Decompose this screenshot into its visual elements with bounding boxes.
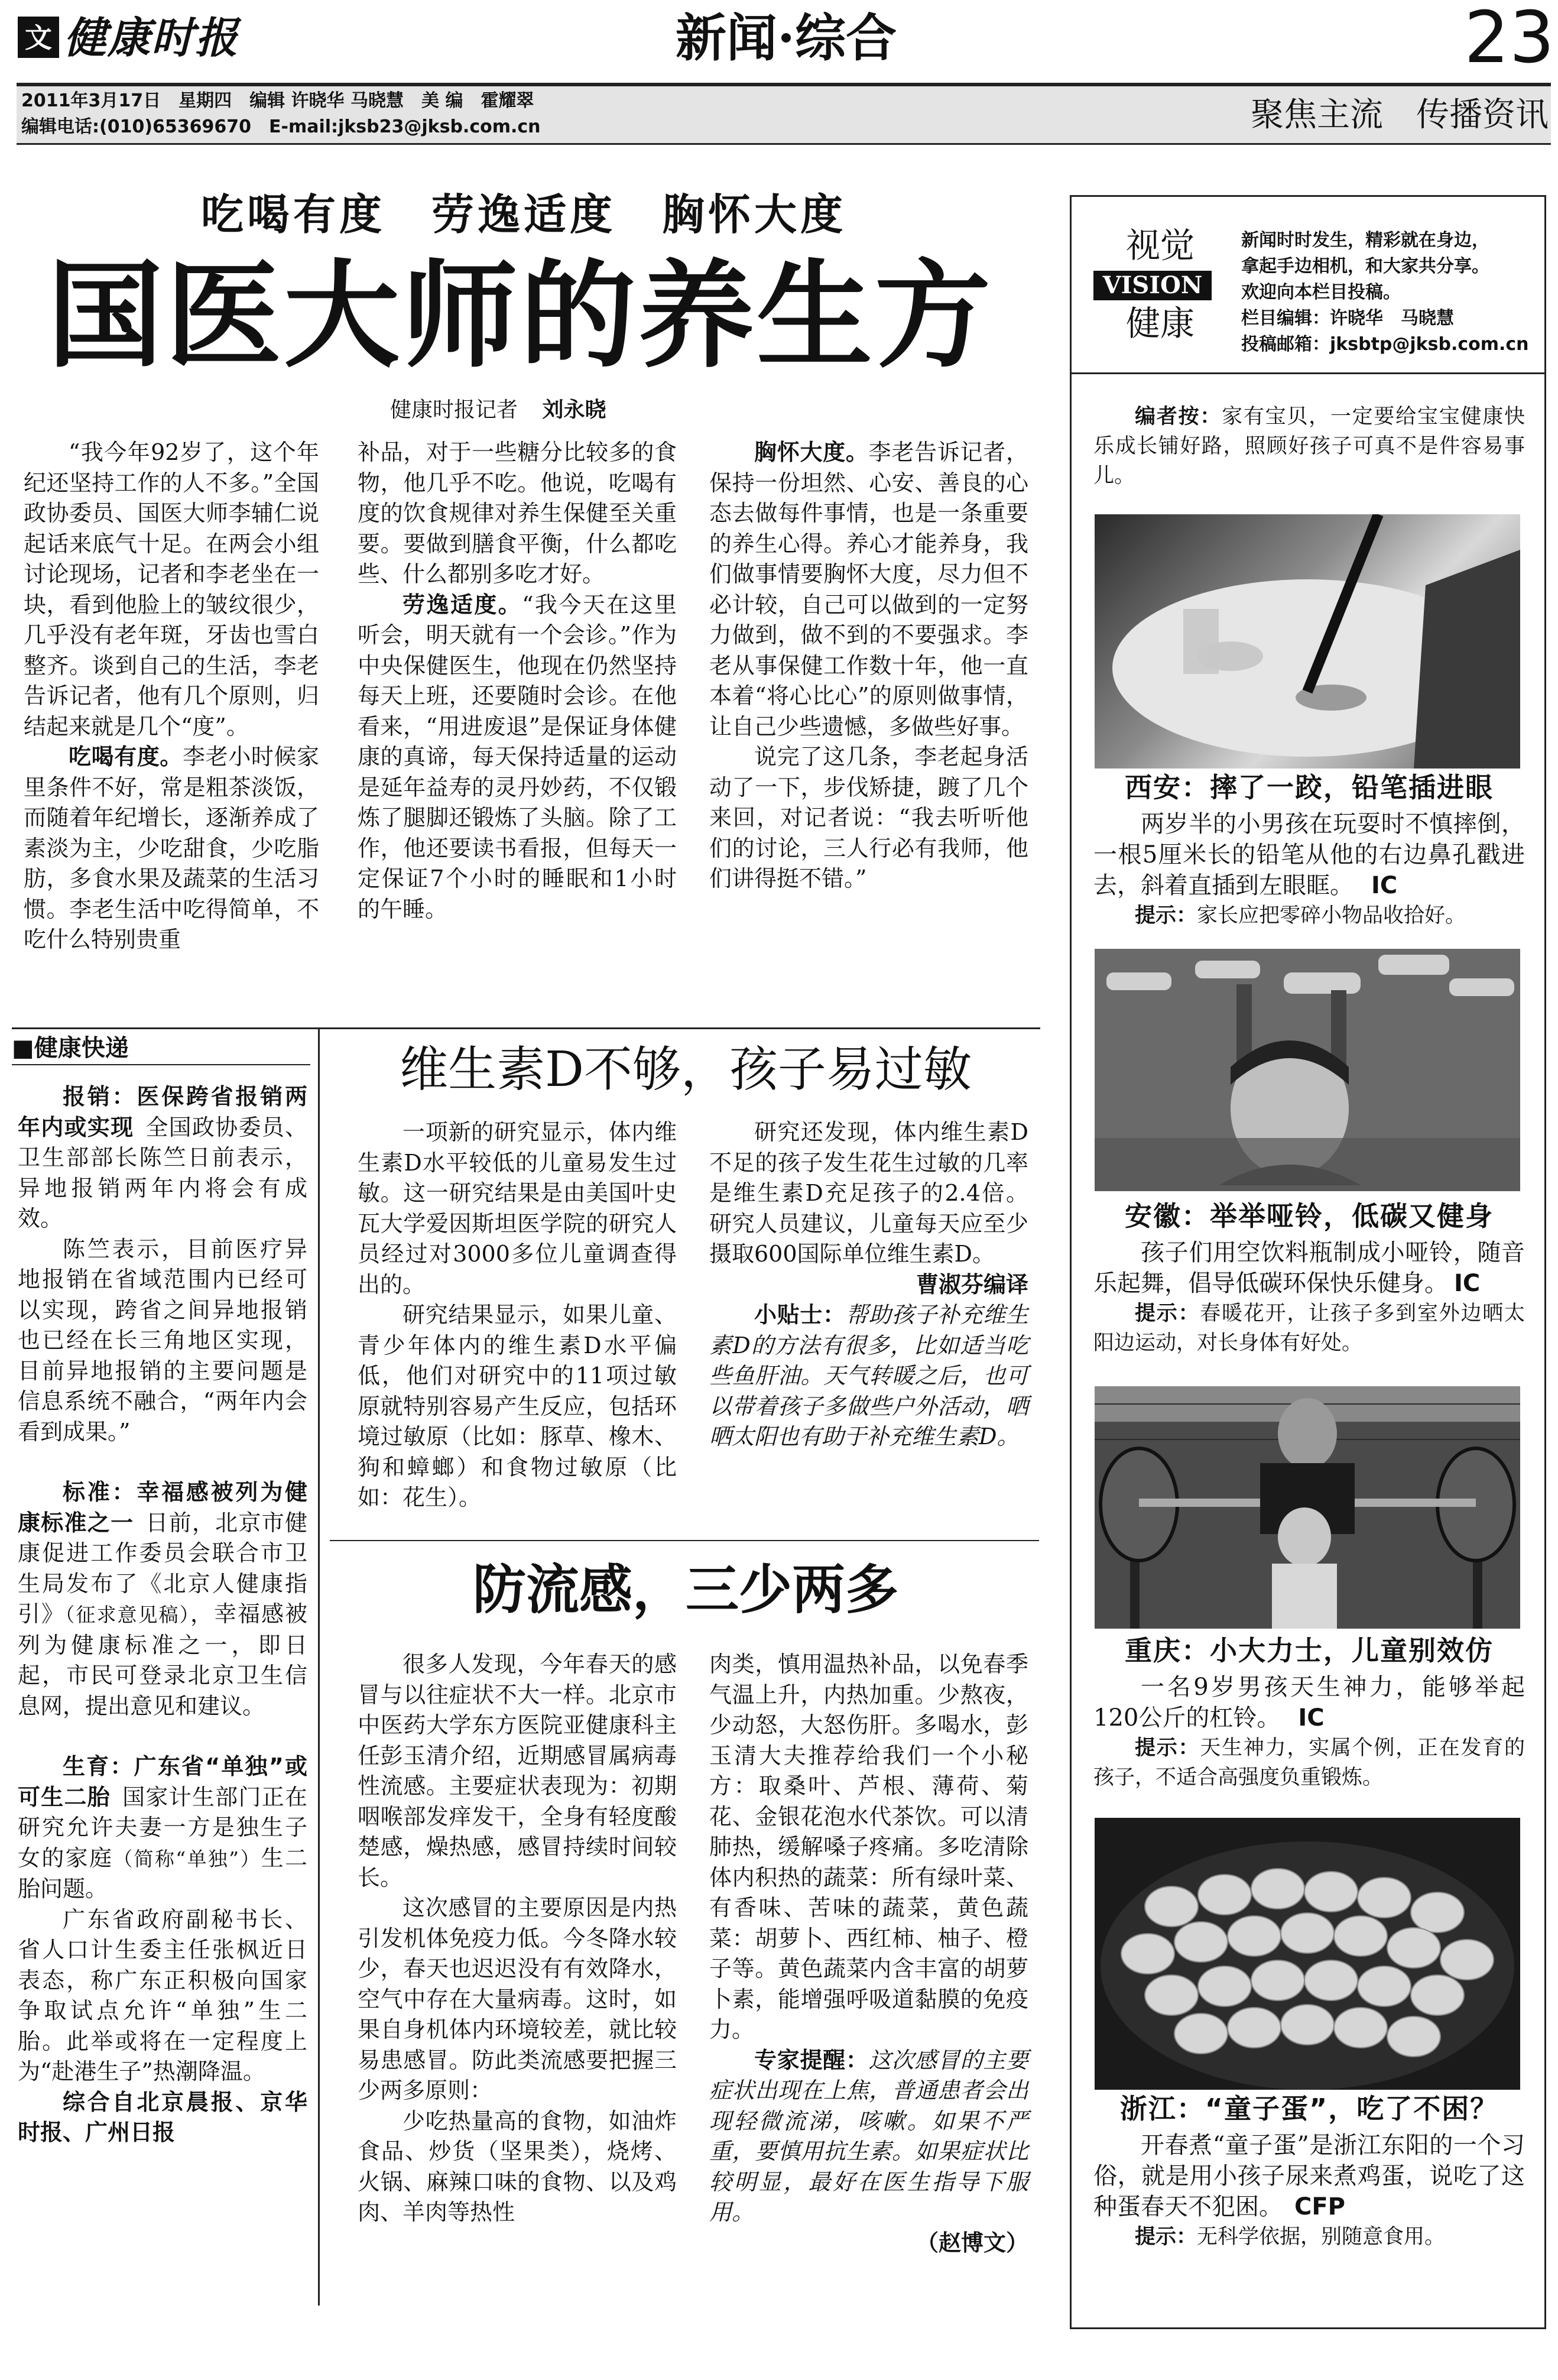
slogan: 聚焦主流 传播资讯 — [1251, 96, 1549, 134]
main-col2-p1: 补品，对于一些糖分比较多的食物，他几乎不吃。他说，吃喝有度的饮食规律对养生保健至关重要。要做到膳食平衡，什么都吃些、什么都别多吃才好。 — [358, 439, 677, 587]
lead-laoyi: 劳逸适度。 — [403, 591, 522, 618]
masthead-bottom-rule — [17, 143, 1551, 145]
main-col-3 — [709, 437, 1028, 894]
sidebar-logo-bottom: 健康 — [1126, 303, 1195, 343]
health-express-title: ■健康快递 — [12, 1035, 129, 1062]
sidebar-item-2-tip: 提示：春暖花开，让孩子多到室外边晒太阳边运动，对长身体有好处。 — [1093, 1302, 1525, 1355]
flu-col-2 — [709, 1649, 1028, 2258]
editor-note-lead: 编者按： — [1135, 405, 1222, 429]
byline-name: 刘永晓 — [542, 398, 606, 422]
dateline: 2011年3月17日 星期四 编辑 许晓华 马晓慧 美 编 霍耀翠 — [21, 90, 534, 111]
vitamin-col-2 — [709, 1117, 1028, 1452]
sidebar-item-3-title: 重庆：小大力士，儿童别效仿 — [1125, 1635, 1494, 1666]
express-item3: 生育：广东省“单独”或可生二胎 国家计生部门正在研究允许夫妻一方是独生子女的家庭（简称“单独”）生二胎问题。 — [18, 1753, 307, 1902]
sidebar-item-2 — [1093, 1197, 1525, 1358]
section-title: 新闻·综合 — [676, 8, 897, 68]
sidebar-item-3 — [1093, 1632, 1525, 1792]
express-item2: 标准：幸福感被列为健康标准之一 日前，北京市健康促进工作委员会联合市卫生局发布了《北京人健康指引》（征求意见稿），幸福感被列为健康标准之一，即日起，市民可登录北京卫生信息网，提出意见和建议。 — [18, 1479, 307, 1719]
sidebar-logo-mid: VISION — [1102, 271, 1203, 299]
divider-horizontal — [12, 1027, 1040, 1029]
vitamin-tip-lead: 小贴士： — [754, 1302, 846, 1328]
sidebar-item-4-title: 浙江：“童子蛋”，吃了不困？ — [1119, 2093, 1499, 2125]
vitamin-headline: 维生素D不够，孩子易过敏 — [400, 1042, 972, 1098]
photo-weightlifting-boy — [1095, 1386, 1520, 1629]
sidebar-item-1-title: 西安：摔了一跤，铅笔插进眼 — [1125, 771, 1494, 803]
sidebar-item-1 — [1093, 769, 1525, 930]
sidebar-item-3-tip: 提示：天生神力，实属个例，正在发育的孩子，不适合高强度负重锻炼。 — [1093, 1736, 1525, 1789]
divider-vertical — [318, 1029, 320, 2306]
byline-label: 健康时报记者 — [390, 398, 518, 422]
sidebar-item-1-tip: 提示：家长应把零碎小物品收拾好。 — [1135, 904, 1466, 928]
flu-col1-p3: 少吃热量高的食物，如油炸食品、炒货（坚果类），烧烤、火锅、麻辣口味的食物、以及鸡肉、羊肉等热性 — [358, 2107, 677, 2225]
sidebar-logo-top: 视觉 — [1126, 225, 1195, 265]
health-express-body — [18, 1082, 307, 2148]
headline: 国医大师的养生方 — [47, 249, 994, 384]
flu-author: （赵博文） — [916, 2229, 1028, 2256]
photo-pencil-child — [1095, 514, 1520, 769]
express-source: 综合自北京晨报、京华时报、广州日报 — [18, 2089, 307, 2145]
flu-col1-p2: 这次感冒的主要原因是内热引发机体免疫力低。今冬降水较少，春天也迟迟没有有效降水，空气中存在大量病毒。这时，如果自身机体内环境较差，就比较易患感冒。防此类流感要把握三少两多原则： — [358, 1895, 677, 2103]
express-item3-lead: 生育：广东省“单独”或可生二胎 — [18, 1753, 307, 1810]
flu-headline: 防流感，三少两多 — [473, 1559, 898, 1621]
sidebar-item-4 — [1093, 2090, 1525, 2252]
vitamin-col2-p1: 研究还发现，体内维生素D不足的孩子发生花生过敏的几率是维生素D充足孩子的2.4倍。研究人员建议，儿童每天应至少摄取600国际单位维生素D。 — [709, 1119, 1028, 1267]
vitamin-col-1 — [358, 1117, 677, 1513]
flu-col1-p1: 很多人发现，今年春天的感冒与以往症状不大一样。北京市中医药大学东方医院亚健康科主任彭玉清介绍，近期感冒属病毒性流感。主要症状表现为：初期咽喉部发痒发干，全身有轻度酸楚感，燥热感，感冒持续时间较长。 — [358, 1651, 677, 1891]
main-col1-p2: 吃喝有度。李老小时候家里条件不好，常是粗茶淡饭，而随着年纪增长，逐渐养成了素淡为主，少吃甜食，少吃脂肪，多食水果及蔬菜的生活习惯。李老生活中吃得简单，不吃什么特别贵重 — [24, 744, 319, 952]
lead-chihe: 吃喝有度。 — [69, 744, 183, 770]
kicker: 吃喝有度 劳逸适度 胸怀大度 — [201, 190, 847, 239]
main-col1-p1: “我今年92岁了，这个年纪还坚持工作的人不多。”全国政协委员、国医大师李辅仁说起话来底气十足。在两会小组讨论现场，记者和李老坐在一块，看到他脸上的皱纹很少，几乎没有老年斑，牙齿也雪白整齐。谈到自己的生活，李老告诉记者，他有几个原则，归结起来就是几个“度”。 — [24, 439, 319, 740]
photo-bottle-dumbbells — [1095, 949, 1520, 1191]
express-item1-p2: 陈竺表示，目前医疗异地报销在省域范围内已经可以实现，跨省之间异地报销也已经在长三角地区实现，目前异地报销的主要问题是信息系统不融合，“两年内会看到成果。” — [18, 1236, 307, 1445]
main-col3-p2: 说完了这几条，李老起身活动了一下，步伐矫捷，踱了几个来回，对记者说：“我去听听他们的讨论，三人行必有我师，他们讲得挺不错。” — [709, 744, 1028, 891]
divider-vitamin-flu — [330, 1540, 1039, 1541]
sidebar-item-3-body: 一名9岁男孩天生神力，能够举起120公斤的杠铃。 IC — [1093, 1674, 1525, 1732]
main-col3-p1: 胸怀大度。李老告诉记者，保持一份坦然、心安、善良的心态去做每件事情，也是一条重要的养生心得。养心才能养身，我们做事情要胸怀大度，尽力但不必计较，自己可以做到的一定努力做到，做不到的不要强求。李老从事保健工作数十年，他一直本着“将心比心”的原则做事情，让自己少些遗憾，多做些好事。 — [709, 439, 1028, 740]
express-item1-lead: 报销：医保跨省报销两年内或实现 — [18, 1084, 307, 1140]
lead-xionghuai: 胸怀大度。 — [754, 439, 869, 465]
svg-text:文: 文 — [25, 22, 52, 54]
byline — [390, 395, 606, 426]
logo-icon — [18, 17, 59, 58]
flu-col2-p1: 肉类，慎用温热补品，以免春季气温上升，内热加重。少熬夜，少动怒，大怒伤肝。多喝水，彭玉清大夫推荐给我们一个小秘方：取桑叶、芦根、薄荷、菊花、金银花泡水代茶饮。可以清肺热，缓解嗓子疼痛。多吃清除体内积热的蔬菜：所有绿叶菜、有香味、苦味的蔬菜，黄色蔬菜：胡萝卜、西红柿、柚子、橙子等。黄色蔬菜内含丰富的胡萝卜素，能增强呼吸道黏膜的免疫力。 — [709, 1651, 1028, 2042]
vitamin-tip: 小贴士：帮助孩子补充维生素D的方法有很多，比如适当吃些鱼肝油。天气转暖之后，也可以带着孩子多做些户外活动，晒晒太阳也有助于补充维生素D。 — [709, 1302, 1028, 1450]
contact-line: 编辑电话:(010)65369670 E-mail:jksb23@jksb.com.cn — [21, 116, 541, 137]
flu-col-1 — [358, 1649, 677, 2228]
express-item3-p2: 广东省政府副秘书长、省人口计生委主任张枫近日表态，称广东正积极向国家争取试点允许“单独”生二胎。此举或将在一定程度上为“赴港生子”热潮降温。 — [18, 1906, 307, 2084]
health-express-rule — [12, 1064, 310, 1065]
sidebar-item-2-body: 孩子们用空饮料瓶制成小哑铃，随音乐起舞，倡导低碳环保快乐健身。 IC — [1093, 1239, 1525, 1297]
logo-text: 健康时报 — [64, 12, 239, 63]
express-item1: 报销：医保跨省报销两年内或实现 全国政协委员、卫生部部长陈竺日前表示，异地报销两年内将会有成效。 — [18, 1084, 307, 1231]
sidebar-intro: 新闻时时发生，精彩就在身边， 拿起手边相机，和大家共分享。 欢迎向本栏目投稿。 栏目编辑：许晓华 马晓慧 投稿邮箱：jksbtp@jksb.com.cn — [1241, 230, 1529, 355]
sidebar-item-2-title: 安徽：举举哑铃，低碳又健身 — [1125, 1200, 1494, 1232]
main-col-1 — [24, 437, 319, 955]
express-item2-lead: 标准：幸福感被列为健康标准之一 — [18, 1479, 307, 1536]
editor-note: 编者按：家有宝贝，一定要给宝宝健康快乐成长铺好路，照顾好孩子可真不是件容易事儿。 — [1093, 405, 1525, 488]
main-col2-p2: 劳逸适度。“我今天在这里听会，明天就有一个会诊。”作为中央保健医生，他现在仍然坚持每天上班，还要随时会诊。在他看来，“用进废退”是保证身体健康的真谛，每天保持适量的运动是延年益寿的灵丹妙药，不仅锻炼了腿脚还锻炼了头脑。除了工作，他还要读书看报，但每天一定保证7个小时的睡眠和1小时的午睡。 — [358, 591, 677, 922]
sidebar-item-1-body: 两岁半的小男孩在玩耍时不慎摔倒，一根5厘米长的铅笔从他的右边鼻孔戳进去，斜着直插到左眼眶。 IC — [1093, 810, 1525, 899]
sidebar-item-4-tip: 提示：无科学依据，别随意食用。 — [1135, 2225, 1446, 2249]
page-number: 23 — [1464, 0, 1554, 79]
photo-boiled-eggs — [1095, 1818, 1520, 2090]
flu-expert-lead: 专家提醒： — [754, 2047, 869, 2073]
vitamin-col1-p1: 一项新的研究显示，体内维生素D水平较低的儿童易发生过敏。这一研究结果是由美国叶史瓦大学爱因斯坦医学院的研究人员经过对3000多位儿童调查得出的。 — [358, 1119, 677, 1298]
vitamin-col1-p2: 研究结果显示，如果儿童、青少年体内的维生素D水平偏低，他们对研究中的11项过敏原就特别容易产生反应，包括环境过敏原（比如：豚草、橡木、狗和蟑螂）和食物过敏原（比如：花生）。 — [358, 1302, 677, 1510]
main-col-2 — [358, 437, 677, 925]
sidebar-item-4-body: 开春煮“童子蛋”是浙江东阳的一个习俗，就是用小孩子尿来煮鸡蛋，说吃了这种蛋春天不犯困。 CFP — [1093, 2132, 1525, 2220]
sidebar-header-rule — [1070, 372, 1546, 374]
flu-expert: 专家提醒：这次感冒的主要症状出现在上焦，普通患者会出现轻微流涕，咳嗽。如果不严重，要慎用抗生素。如果症状比较明显，最好在医生指导下服用。 — [709, 2047, 1028, 2225]
vitamin-translator: 曹淑芬编译 — [916, 1271, 1028, 1298]
